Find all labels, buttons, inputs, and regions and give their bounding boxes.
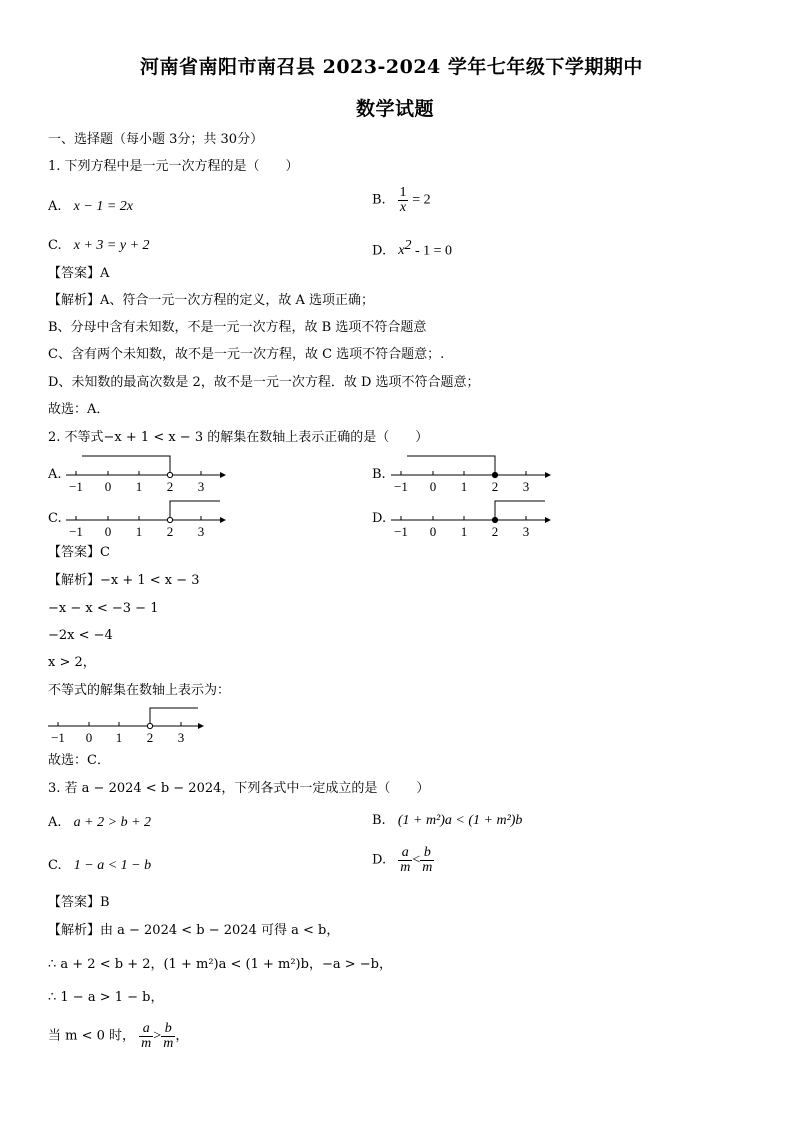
q2-option-a-label: A. bbox=[48, 467, 62, 482]
denominator: m bbox=[163, 1036, 174, 1051]
tick-label: 3 bbox=[197, 479, 205, 494]
q2-answer: 【答案】C bbox=[48, 545, 110, 560]
denominator: m bbox=[141, 1036, 152, 1051]
tick-label: 0 bbox=[429, 524, 437, 539]
q2-solution-number-line bbox=[38, 703, 208, 745]
q3-option-b-label: B. bbox=[372, 813, 386, 828]
tick-label: 3 bbox=[522, 524, 530, 539]
tick-label: 2 bbox=[166, 479, 174, 494]
q1-option-b-denominator: x bbox=[399, 200, 407, 215]
tick-label: 3 bbox=[177, 730, 185, 745]
q2-analysis-conclusion: 故选：C． bbox=[48, 753, 110, 768]
numerator: a bbox=[142, 1021, 150, 1036]
q3-analysis-line-2: ∴ a + 2 < b + 2，(1 + m²)a < (1 + m²)b，−a > −b， bbox=[48, 957, 392, 972]
q1-option-a-expr: x − 1 = 2x bbox=[73, 199, 133, 214]
q3-final-tail: ， bbox=[175, 1028, 189, 1044]
q2-option-d-number-line bbox=[387, 497, 552, 539]
q1-option-d bbox=[372, 238, 452, 259]
tick-label: 1 bbox=[460, 524, 468, 539]
q1-answer: 【答案】A bbox=[48, 266, 110, 281]
tick-label: −1 bbox=[394, 524, 408, 539]
tick-label: −1 bbox=[69, 524, 83, 539]
tick-label: 2 bbox=[491, 524, 499, 539]
q3-option-b bbox=[372, 813, 522, 829]
denominator: m bbox=[422, 860, 433, 875]
document-subtitle: 数学试题 bbox=[356, 98, 435, 120]
q2-option-b-number-line bbox=[387, 452, 552, 494]
q2-analysis-line-4: x > 2， bbox=[48, 655, 96, 670]
numerator: b bbox=[164, 1021, 172, 1036]
q3-final-fraction-right bbox=[161, 1022, 175, 1051]
q3-option-d-fraction-left bbox=[398, 846, 412, 875]
q1-option-d-base: x bbox=[398, 243, 405, 259]
q3-analysis-line-3: ∴ 1 − a > 1 − b， bbox=[48, 990, 164, 1005]
q3-analysis-line-1: 【解析】由 a − 2024 < b − 2024 可得 a < b， bbox=[48, 923, 340, 938]
tick-label: 1 bbox=[135, 524, 143, 539]
q2-option-c-number-line bbox=[62, 497, 227, 539]
q3-option-c-expr: 1 − a < 1 − b bbox=[73, 858, 152, 873]
tick-label: 2 bbox=[491, 479, 499, 494]
q1-option-c-expr: x + 3 = y + 2 bbox=[73, 238, 150, 253]
tick-label: 2 bbox=[166, 524, 174, 539]
q2-analysis-line-3: −2x < −4 bbox=[48, 628, 113, 643]
denominator: m bbox=[400, 860, 411, 875]
q1-option-c-label: C. bbox=[48, 238, 62, 253]
q1-analysis-line-3: C、含有两个未知数，故不是一元一次方程，故 C 选项不符合题意；. bbox=[48, 347, 445, 362]
q2-analysis-line-2: −x − x < −3 − 1 bbox=[48, 601, 159, 616]
q1-option-c bbox=[48, 238, 150, 254]
tick-label: 3 bbox=[522, 479, 530, 494]
q2-option-c-label: C. bbox=[48, 511, 62, 526]
q1-option-d-tail: - 1 = 0 bbox=[411, 243, 453, 259]
q1-option-b bbox=[372, 186, 431, 215]
section-heading: 一、选择题（每小题 3分；共 30分） bbox=[48, 132, 264, 147]
q3-option-c-label: C. bbox=[48, 858, 62, 873]
q3-option-c bbox=[48, 858, 151, 874]
q1-option-b-numerator: 1 bbox=[399, 185, 407, 200]
q2-stem: 2. 不等式−x + 1 < x − 3 的解集在数轴上表示正确的是（ ） bbox=[48, 430, 429, 445]
q3-answer: 【答案】B bbox=[48, 895, 110, 910]
q2-option-b-label: B. bbox=[372, 467, 386, 482]
q1-option-a-label: A. bbox=[48, 199, 62, 214]
q3-analysis-line-4-text: 当 m < 0 时， bbox=[48, 1028, 136, 1044]
q1-analysis-line-4: D、未知数的最高次数是 2，故不是一元一次方程．故 D 选项不符合题意； bbox=[48, 375, 480, 390]
q2-option-d-label: D. bbox=[372, 511, 387, 526]
q3-option-b-expr: (1 + m²)a < (1 + m²)b bbox=[397, 813, 523, 828]
tick-label: −1 bbox=[394, 479, 408, 494]
q1-option-d-exponent: 2 bbox=[404, 238, 412, 253]
q1-analysis-line-1: 【解析】A、符合一元一次方程的定义，故 A 选项正确； bbox=[48, 293, 375, 308]
q1-analysis-line-5: 故选：A． bbox=[48, 402, 110, 417]
q1-option-a bbox=[48, 199, 133, 215]
q1-option-b-label: B. bbox=[372, 192, 386, 208]
q3-option-d-label: D. bbox=[372, 852, 387, 868]
tick-label: −1 bbox=[51, 730, 65, 745]
q3-option-a-expr: a + 2 > b + 2 bbox=[73, 815, 152, 830]
q3-final-operator: > bbox=[153, 1028, 162, 1044]
tick-label: −1 bbox=[69, 479, 83, 494]
tick-label: 1 bbox=[115, 730, 123, 745]
q1-stem: 1. 下列方程中是一元一次方程的是（ ） bbox=[48, 159, 299, 174]
q2-option-a-number-line bbox=[62, 452, 227, 494]
q2-analysis-line-1: 【解析】−x + 1 < x − 3 bbox=[48, 573, 200, 588]
q1-analysis-line-2: B、分母中含有未知数，不是一元一次方程，故 B 选项不符合题意 bbox=[48, 320, 427, 335]
q1-option-b-fraction bbox=[398, 186, 408, 215]
tick-label: 1 bbox=[460, 479, 468, 494]
q1-option-b-tail: = 2 bbox=[412, 192, 431, 208]
q3-option-a-label: A. bbox=[48, 815, 62, 830]
q3-analysis-line-4 bbox=[48, 1022, 188, 1051]
numerator: b bbox=[423, 845, 431, 860]
q2-analysis-line-5: 不等式的解集在数轴上表示为： bbox=[48, 683, 231, 698]
tick-label: 2 bbox=[146, 730, 154, 745]
tick-label: 3 bbox=[197, 524, 205, 539]
tick-label: 0 bbox=[104, 524, 112, 539]
q3-option-d-operator: < bbox=[412, 852, 421, 868]
document-title: 河南省南阳市南召县 2023-2024 学年七年级下学期期中 bbox=[140, 56, 643, 78]
q3-stem: 3. 若 a − 2024 < b − 2024，下列各式中一定成立的是（ ） bbox=[48, 781, 430, 796]
tick-label: 1 bbox=[135, 479, 143, 494]
tick-label: 0 bbox=[104, 479, 112, 494]
q3-option-a bbox=[48, 815, 151, 831]
q3-option-d bbox=[372, 846, 434, 875]
q3-final-fraction-left bbox=[139, 1022, 153, 1051]
numerator: a bbox=[401, 845, 409, 860]
tick-label: 0 bbox=[85, 730, 93, 745]
q3-option-d-fraction-right bbox=[420, 846, 434, 875]
tick-label: 0 bbox=[429, 479, 437, 494]
q1-option-d-label: D. bbox=[372, 243, 387, 259]
